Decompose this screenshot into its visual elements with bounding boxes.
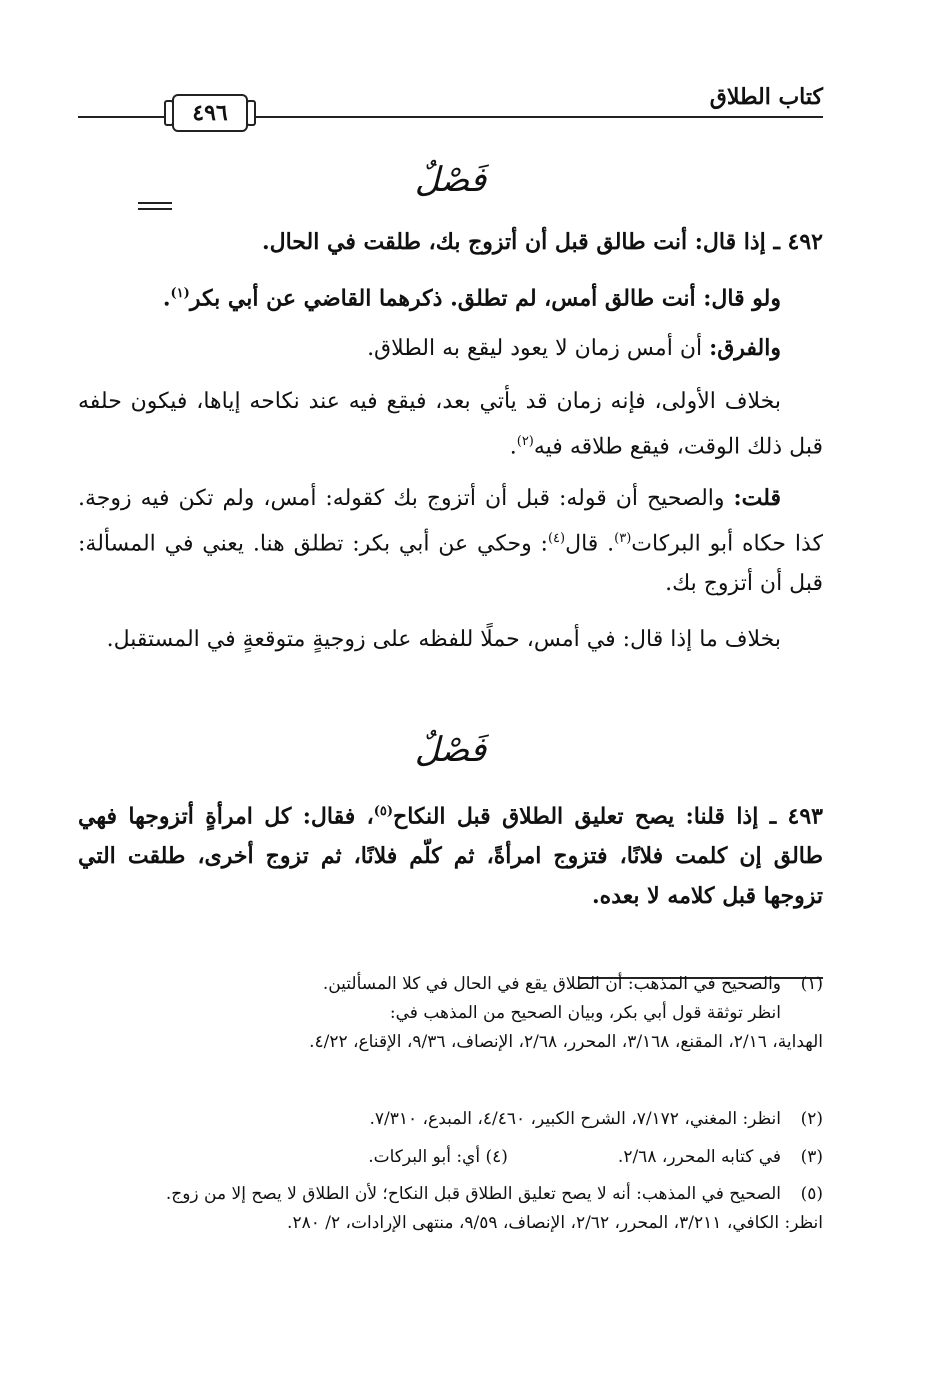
page-number-text: ٤٩٦ [192,100,228,126]
paragraph-text: بخلاف الأولى، فإنه زمان قد يأتي بعد، فيقع فيه عند نكاحه إياها، فيكون حلفه قبل ذلك الوقت، فيقع طلاقه فيه [78,389,823,460]
page-number [172,94,248,132]
footnote-3-4 [78,1143,823,1172]
footnote-line: انظر توثقة قول أبي بكر، وبيان الصحيح من المذهب في: [389,1003,781,1023]
section-heading: فَصْلٌ [414,730,487,770]
paragraph-text: والصحيح أن قوله: قبل أن أتزوج بك كقوله: أمس، ولم تكن فيه زوجة. كذا حكاه أبو البركات [78,486,823,557]
header-ornament [138,202,172,204]
running-title: كتاب الطلاق [709,84,823,110]
paragraph-lead: قلت: [733,485,781,511]
issue-492-text: ٤٩٢ ـ إذا قال: أنت طالق قبل أن أتزوج بك، طلقت في الحال. [261,229,823,255]
paragraph-text: ، فقال: كل امرأةٍ أتزوجها فهي طالق إن كلمت فلانًا، فتزوج امرأةً، ثم كلّم فلانًا، ثم تزوج أخرى، طلقت التي تزوجها قبل كلامه لا بعده. [78,803,823,910]
issue-493-text: ٤٩٣ ـ إذا قلنا: يصح تعليق الطلاق قبل النكاح [393,803,823,830]
paragraph [78,382,823,467]
footnote-line: أي: أبو البركات. [368,1147,481,1167]
paragraph [78,478,823,604]
footnote-number: (٥) [800,1184,823,1204]
footnote-number: (٢) [800,1109,823,1129]
footnote-ref: (١) [170,286,190,301]
footnote-line: انظر: الكافي، ٣/٢١١، المحرر، ٢/٦٢، الإنصاف، ٩/٥٩، منتهى الإرادات، ٢/ ٢٨٠. [287,1213,823,1233]
footnote-line: والصحيح في المذهب: أن الطلاق يقع في الحال في كلا المسألتين. [322,974,781,994]
footnote-number: (١) [800,974,823,994]
footnote-ref: (٤) [547,531,566,546]
footnote-ref: (٣) [614,531,632,546]
footnote-5 [78,1180,823,1238]
footnote-ref: (٥) [373,804,393,819]
paragraph [78,222,823,262]
footnote-ref: (٢) [516,434,534,449]
footnote-1 [78,970,823,1057]
footnote-line: في كتابه المحرر، ٢/٦٨. [617,1147,781,1167]
paragraph-lead: والفرق: [709,335,781,361]
footnote-number: (٤) [485,1147,508,1167]
paragraph-text: بخلاف ما إذا قال: في أمس، حملًا للفظه على زوجيةٍ متوقعةٍ في المستقبل. [106,627,781,652]
header-ornament [138,208,172,210]
paragraph-text: . قال [565,531,615,557]
footnote-number: (٣) [800,1147,823,1167]
section-heading: فَصْلٌ [414,160,487,200]
paragraph [78,620,823,660]
paragraph-text: أن أمس زمان لا يعود ليقع به الطلاق. [367,336,710,361]
paragraph [78,792,823,916]
paragraph [78,328,781,369]
paragraph-text: ولو قال: أنت طالق أمس، لم تطلق. ذكرهما القاضي عن أبي بكر [189,285,781,312]
paragraph-text: : وحكي عن أبي بكر: تطلق هنا. يعني في المسألة: قبل أن أتزوج بك. [78,531,823,597]
footnote-line: الصحيح في المذهب: أنه لا يصح تعليق الطلاق قبل النكاح؛ لأن الطلاق لا يصح إلا من زوج. [165,1184,781,1204]
footnote-2 [78,1105,823,1134]
paragraph-text: . [509,434,517,460]
footnote-line: الهداية، ٢/١٦، المقنع، ٣/١٦٨، المحرر، ٢/٦٨، الإنصاف، ٩/٣٦، الإقناع، ٤/٢٢. [309,1032,823,1052]
footnote-line: انظر: المغني، ٧/١٧٢، الشرح الكبير، ٤/٤٦٠، المبدع، ٧/٣١٠. [369,1109,781,1129]
paragraph-text: . [162,285,171,312]
paragraph [78,274,781,318]
book-page [78,0,823,1389]
